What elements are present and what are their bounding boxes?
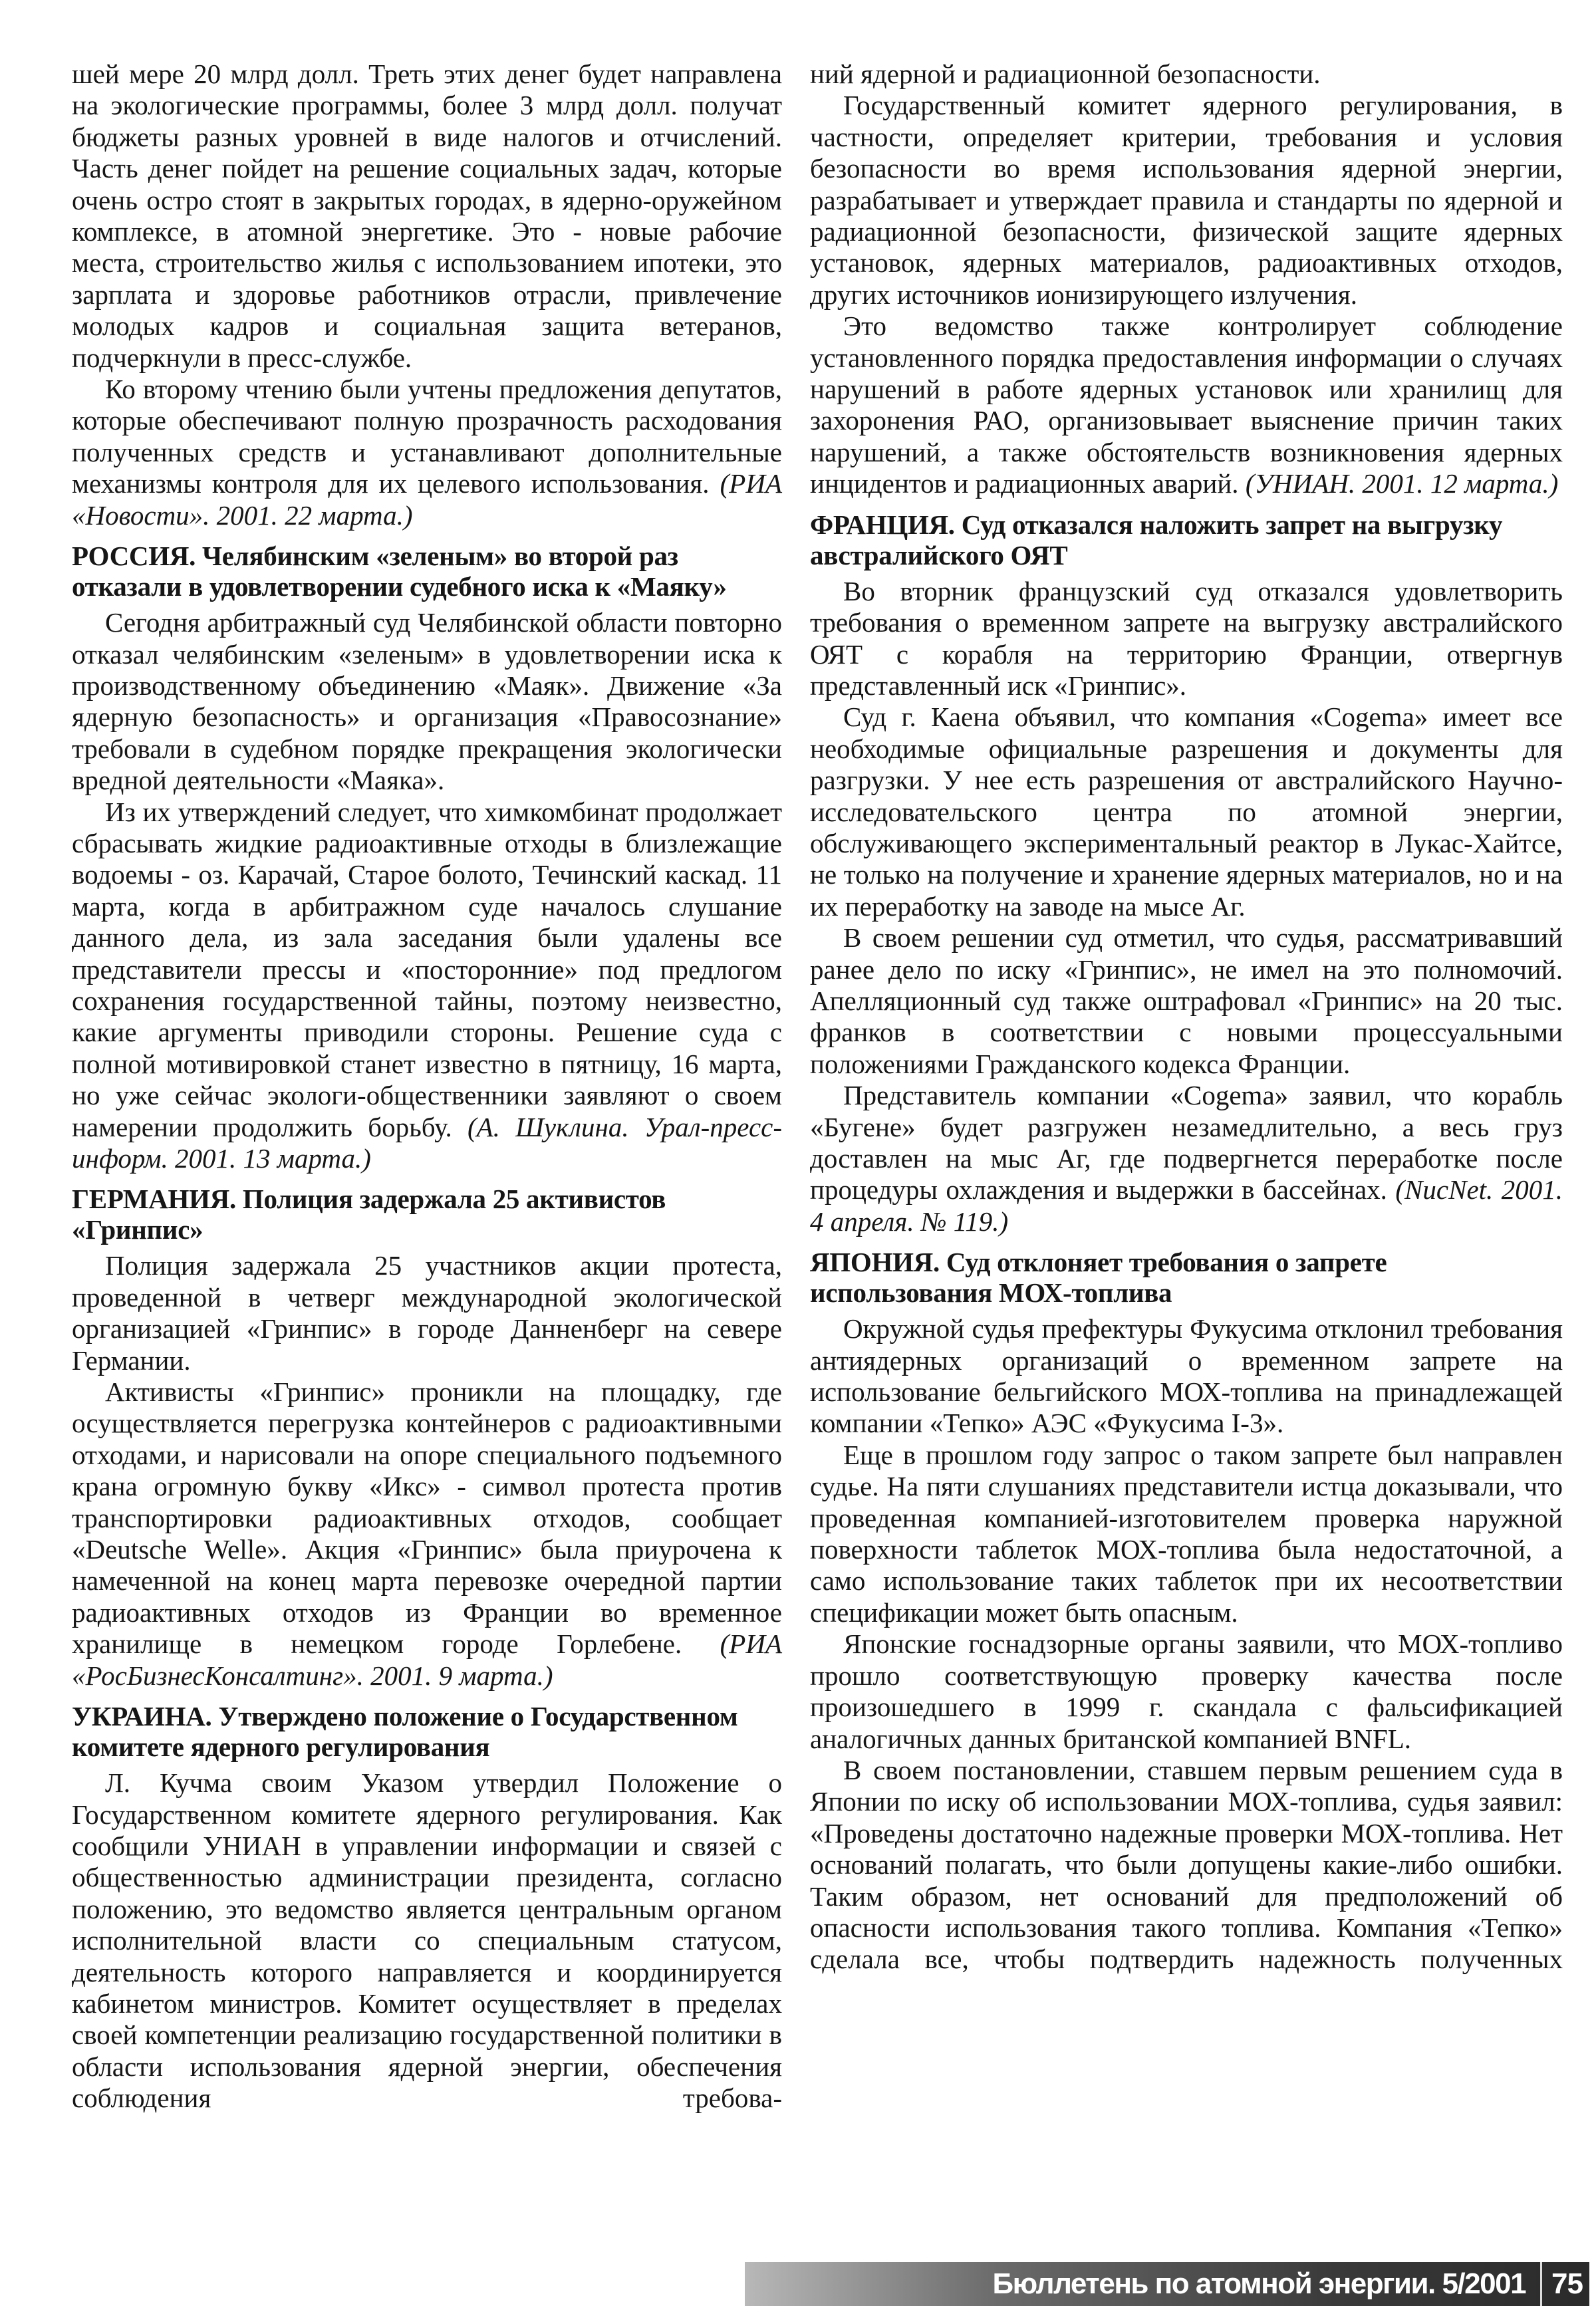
article-paragraph [72, 797, 782, 1175]
paragraph-text: Из их утверждений следует, что химкомбинат продолжает сбрасывать жидкие радиоактивные отходы в близлежащие водоемы - оз. Карачай, Старое болото, Течинский каскад. 11 марта, когда в арбитражном суде началось слушание данного дела, из зала заседания были удалены все представители прессы и «посторонние» под предлогом сохранения государственной тайны, поэтому неизвестно, какие аргументы приводили стороны. Решение суда с полной мотивировкой станет известно в пятницу, 16 марта, но уже сейчас экологи-общественники заявляют о своем намерении продолжить борьбу. [72, 796, 782, 1142]
article-paragraph [810, 59, 1563, 90]
article-paragraph [810, 1313, 1563, 1440]
paragraph-text: Суд г. Каена объявил, что компания «Cogema» имеет все необходимые официальные разрешения и документы для разгрузки. У нее есть разрешения от австралийского Научно-исследовательского центра по атомной энергии, обслуживающего экспериментальный реактор в Лукас-Хайтсе, не только на получение и хранение ядерных материалов, но и на их переработку на заводе на мысе Аг. [810, 702, 1563, 922]
paragraph-text: Ко второму чтению были учтены предложения депутатов, которые обеспечивают полную прозрачность расходования полученных средств и устанавливают дополнительные механизмы контроля для их целевого использования. [72, 374, 782, 499]
article-paragraph [810, 1080, 1563, 1237]
paragraph-text: В своем решении суд отметил, что судья, рассматривавший ранее дело по иску «Гринпис», не имел на это полномочий. Апелляционный суд также оштрафовал «Гринпис» на 20 тыс. франков в соответствии с новыми процессуальными положениями Гражданского кодекса Франции. [810, 922, 1563, 1079]
article-paragraph [810, 576, 1563, 702]
article-paragraph [810, 702, 1563, 922]
article-paragraph [810, 90, 1563, 311]
source-citation: (А. Шуклина. Урал-пресс-информ. 2001. 13 марта.) [72, 1111, 783, 1174]
page-footer [745, 2262, 1589, 2306]
paragraph-text: Окружной судья префектуры Фукусима отклонил требования антиядерных организаций о временном запрете на использование бельгийского МОХ-топлива на принадлежащей компании «Тепко» АЭС «Фукусима I-3». [810, 1313, 1563, 1439]
article-heading: ФРАНЦИЯ. Суд отказался наложить запрет на выгрузку австралийского ОЯТ [810, 509, 1503, 571]
source-citation: (NucNet. 2001. 4 апреля. № 119.) [810, 1174, 1563, 1237]
paragraph-text: Л. Кучма своим Указом утвердил Положение о Государственном комитете ядерного регулирования. Как сообщили УНИАН в управлении информации и связей с общественностью администрации президента, согласно положению, это ведомство является центральным органом исполнительной власти со специальным статусом, деятельность которого направляется и координируется кабинетом министров. Комитет осуществляет в пределах своей компетенции реализацию государственной политики в области использования ядерной энергии, обеспечения соблюдения требова- [72, 1767, 782, 2114]
page-number: 75 [1540, 2262, 1589, 2306]
article-paragraph [810, 1755, 1563, 1976]
paragraph-text: В своем постановлении, ставшем первым решением суда в Японии по иску об использовании МОХ-топлива, судья заявил: «Проведены достаточно надежные проверки МОХ-топлива. Нет оснований полагать, что были допущены какие-либо ошибки. Таким образом, нет оснований для предположений об опасности использования такого топлива. Компания «Тепко» сделала все, чтобы подтвердить надежность полученных [810, 1754, 1563, 1975]
article-paragraph [810, 1628, 1563, 1755]
right-column [810, 59, 1563, 1976]
source-citation: (РИА «РосБизнесКонсалтинг». 2001. 9 марта.) [72, 1628, 782, 1691]
paragraph-text: Еще в прошлом году запрос о таком запрете был направлен судье. На пяти слушаниях представители истца доказывали, что проведенная компанией-изготовителем проверка наружной поверхности таблеток МОХ-топлива была недостаточной, а само использование таких таблеток при их несоответствии спецификации может быть опасным. [810, 1439, 1563, 1628]
paragraph-text: Сегодня арбитражный суд Челябинской области повторно отказал челябинским «зеленым» в удовлетворении иска к производственному объединению «Маяк». Движение «За ядерную безопасность» и организация «Правосознание» требовали в судебном порядке прекращения экологически вредной деятельности «Маяка». [72, 607, 782, 796]
paragraph-text: Государственный комитет ядерного регулирования, в частности, определяет критерии, требования и условия безопасности во время использования ядерной энергии, разрабатывает и утверждает правила и стандарты по ядерной и радиационной безопасности, физической защите ядерных установок, ядерных материалов, радиоактивных отходов, других источников ионизирующего излучения. [810, 90, 1563, 310]
article-paragraph [72, 374, 782, 531]
source-citation: (УНИАН. 2001. 12 марта.) [1245, 468, 1559, 499]
article-heading: ЯПОНИЯ. Суд отклоняет требования о запрете использования МОХ-топлива [810, 1247, 1387, 1309]
article-heading: ГЕРМАНИЯ. Полиция задержала 25 активистов «Гринпис» [72, 1184, 666, 1245]
journal-title: Бюллетень по атомной энергии. 5/2001 [992, 2267, 1526, 2300]
article-heading: УКРАИНА. Утверждено положение о Государственном комитете ядерного регулирования [72, 1701, 738, 1763]
paragraph-text: ний ядерной и радиационной безопасности. [810, 59, 1321, 89]
source-citation: (РИА «Новости». 2001. 22 марта.) [72, 468, 782, 531]
article-heading: РОССИЯ. Челябинским «зеленым» во второй раз отказали в удовлетворении судебного иска к «Маяку» [72, 541, 727, 602]
article-paragraph [72, 1376, 782, 1692]
paragraph-text: Это ведомство также контролирует соблюдение установленного порядка предоставления информации о случаях нарушений в работе ядерных установок или хранилищ для захоронения РАО, организовывает выяснение причин таких нарушений, а также обстоятельств возникновения ядерных инцидентов и радиационных аварий. [810, 311, 1563, 499]
paragraph-text: Активисты «Гринпис» проникли на площадку, где осуществляется перегрузка контейнеров с радиоактивными отходами, и нарисовали на опоре специального подъемного крана огромную букву «Икс» - символ протеста против транспортировки радиоактивных отходов, сообщает «Deutsche Welle». Акция «Гринпис» была приурочена к намеченной на конец марта перевозке очередной партии радиоактивных отходов из Франции во временное хранилище в немецком городе Горлебене. [72, 1376, 782, 1660]
article-paragraph [810, 922, 1563, 1080]
paragraph-text: шей мере 20 млрд долл. Треть этих денег будет направлена на экологические программы, более 3 млрд долл. получат бюджеты разных уровней в виде налогов и отчислений. Часть денег пойдет на решение социальных задач, которые очень остро стоят в закрытых городах, в ядерно-оружейном комплексе, в атомной энергетике. Это - новые рабочие места, строительство жилья с использованием ипотеки, это зарплата и здоровье работников отрасли, привлечение молодых кадров и социальная защита ветеранов, подчеркнули в пресс-службе. [72, 59, 782, 373]
paragraph-text: Во вторник французский суд отказался удовлетворить требования о временном запрете на выгрузку австралийского ОЯТ с корабля на территорию Франции, отвергнув представленный иск «Гринпис». [810, 575, 1563, 701]
article-paragraph [72, 1767, 782, 2114]
paragraph-text: Японские госнадзорные органы заявили, что МОХ-топливо прошло соответствующую проверку качества после произошедшего в 1999 г. скандала с фальсификацией аналогичных данных британской компанией BNFL. [810, 1628, 1563, 1754]
left-column [72, 59, 782, 2114]
article-paragraph [72, 1250, 782, 1376]
paragraph-text: Полиция задержала 25 участников акции протеста, проведенной в четверг международной экологической организацией «Гринпис» в городе Данненберг на севере Германии. [72, 1250, 782, 1376]
article-paragraph [72, 607, 782, 796]
article-paragraph [810, 311, 1563, 499]
paragraph-text: Представитель компании «Cogema» заявил, что корабль «Бугене» будет разгружен незамедлительно, а весь груз доставлен на мыс Аг, где подвергнется переработке после процедуры охлаждения и выдержки в бассейнах. [810, 1080, 1563, 1206]
article-paragraph [810, 1440, 1563, 1628]
article-paragraph [72, 59, 782, 374]
